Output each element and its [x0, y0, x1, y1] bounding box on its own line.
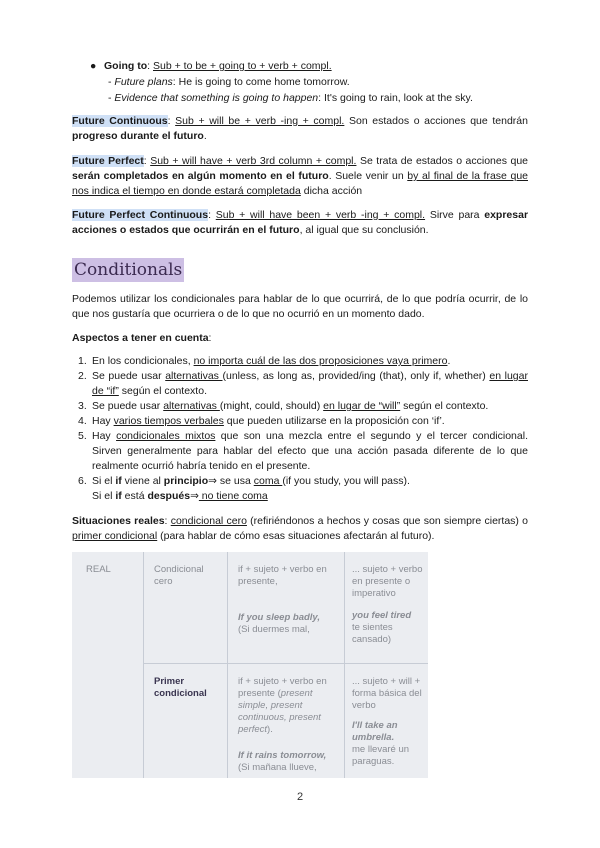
- conditionals-intro: Podemos utilizar los condicionales para hablar de lo que ocurrirá, de lo que podría ocurrir, de lo que nos gustaría que ocurriera o de lo que no ocurrió en un momento dado.: [72, 293, 528, 320]
- aspects-title: Aspectos a tener en cuenta:: [72, 332, 212, 344]
- future-perfect-continuous-paragraph: Future Perfect Continuous: Sub + will have been + verb -ing + compl. Sirve para expresar acciones o estados que ocurrirán en el futuro, al igual que su conclusión.: [72, 209, 529, 236]
- first-conditional-label: Primer condicional: [154, 676, 207, 699]
- conditionals-table: REAL Condicional cero if + sujeto + verbo en presente, If you sleep badly, (Si duermes mal, ... sujeto + verbo en presente o imperativo you feel tired te sientes cansado) Primer condicional if + sujeto + verbo en presente (present simple, present continuous, present perfect). If it rains tomorrow, (Si mañana llueve, ... sujeto + will + forma básica del verbo I'll take an umbrella. me llevaré un paraguas.: [72, 552, 428, 778]
- table-divider: [344, 552, 345, 778]
- going-to-formula: Sub + to be + going to + verb + compl.: [153, 60, 332, 72]
- bullet-dot: ●: [90, 60, 97, 72]
- zero-conditional-label: Condicional cero: [154, 564, 204, 587]
- going-to-example-1: - Future plans: He is going to come home tomorrow.: [108, 76, 350, 88]
- arrow-icon: ⇒: [208, 475, 217, 487]
- table-divider: [143, 552, 144, 778]
- aspects-list: [72, 354, 528, 504]
- future-continuous-term: Future Continuous: [72, 115, 168, 127]
- future-perfect-paragraph: Future Perfect: Sub + will have + verb 3rd column + compl. Se trata de estados o acciones que serán completados en algún momento en el futuro. Suele venir un by al final de la frase que nos indica el tiempo en donde estará completada dicha acción: [72, 155, 529, 197]
- list-item: 1. En los condicionales, no importa cuál de las dos proposiciones vaya primero.: [78, 355, 451, 367]
- going-to-term: Going to: [104, 60, 148, 72]
- arrow-icon: ⇒: [190, 490, 199, 502]
- page-number: 2: [296, 791, 304, 803]
- list-item: 3. Se puede usar alternativas (might, could, should) en lugar de “will” según el contexto.: [78, 400, 489, 412]
- list-item: 6. Si el if viene al principio⇒ se usa coma (if you study, you will pass). Si el if está después⇒ no tiene coma: [78, 475, 410, 502]
- list-item: 4. Hay varios tiempos verbales que pueden utilizarse en la proposición con ‘if’.: [78, 415, 445, 427]
- future-perfect-term: Future Perfect: [72, 155, 144, 167]
- table-divider: [143, 663, 428, 664]
- table-divider: [227, 552, 228, 778]
- conditionals-heading: Conditionals: [74, 260, 183, 280]
- going-to-bullet: ● Going to: Sub + to be + going to + verb + compl.: [90, 60, 332, 72]
- list-item: 5. Hay condicionales mixtos que son una mezcla entre el segundo y el tercer condicional. Sirven generalmente para hablar del efecto que una acción pasada diferente de lo que realmente ocurrió habría tenido en el presente.: [78, 430, 528, 472]
- situations-paragraph: Situaciones reales: condicional cero (refiriéndonos a hechos y cosas que son siempre ciertas) o primer condicional (para hablar de cómo esas situaciones afectarán al futuro).: [72, 515, 528, 542]
- list-item: 2. Se puede usar alternativas (unless, as long as, provided/ing (that), only if, whether) en lugar de “if” según el contexto.: [78, 370, 528, 397]
- real-label: REAL: [86, 564, 111, 575]
- going-to-example-2: - Evidence that something is going to happen: It's going to rain, look at the sky.: [108, 92, 473, 104]
- future-perfect-continuous-term: Future Perfect Continuous: [72, 209, 209, 221]
- future-continuous-paragraph: Future Continuous: Sub + will be + verb -ing + compl. Son estados o acciones que tendrán progreso durante el futuro.: [72, 115, 528, 142]
